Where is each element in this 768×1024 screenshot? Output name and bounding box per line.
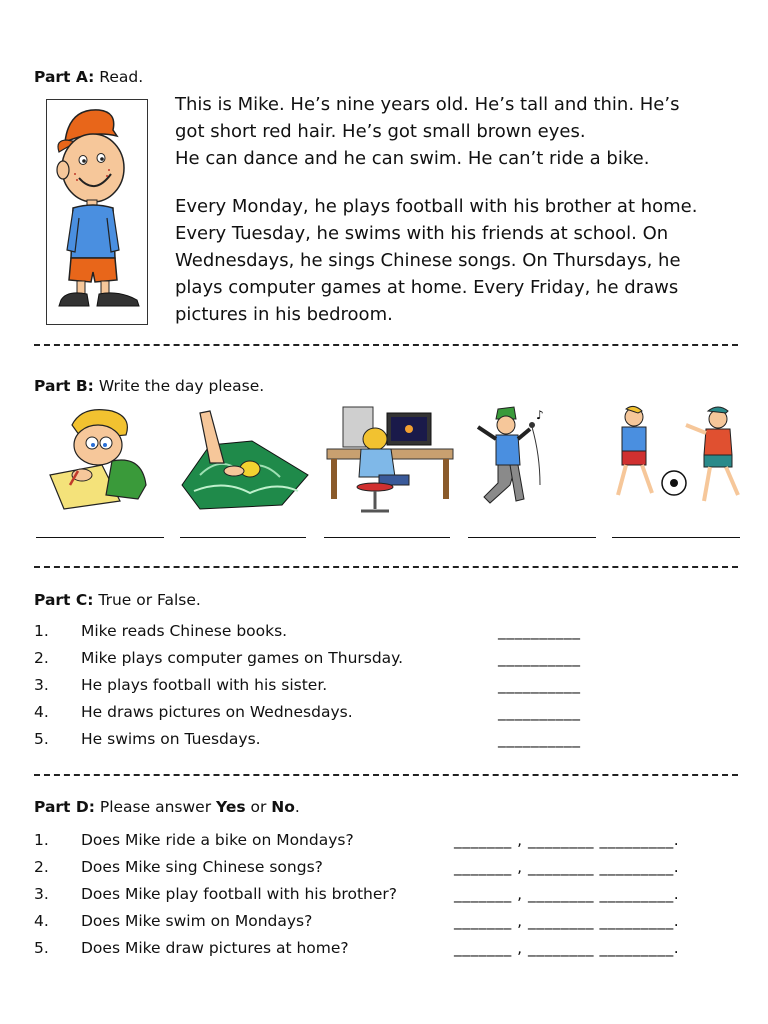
paragraph-line: He can dance and he can swim. He can’t ride a bike. xyxy=(175,148,650,169)
computer-games-picture xyxy=(325,405,455,515)
answer-blank-4[interactable] xyxy=(468,537,596,538)
item-text: He plays football with his sister. xyxy=(81,676,328,694)
true-false-item xyxy=(34,730,734,757)
yes-no-item xyxy=(34,912,734,939)
part-a-label: Part A: xyxy=(34,68,95,86)
section-divider xyxy=(34,774,738,776)
section-divider xyxy=(34,566,738,568)
item-number: 3. xyxy=(34,885,49,903)
answer-blank[interactable]: _______ , ________ _________. xyxy=(454,912,680,930)
answer-blank[interactable]: __________ xyxy=(498,730,581,748)
item-text: Does Mike play football with his brother? xyxy=(81,885,397,903)
mike-picture-frame xyxy=(46,99,148,325)
svg-text:♪: ♪ xyxy=(536,408,544,422)
or-word: or xyxy=(250,798,267,816)
part-d-label: Part D: xyxy=(34,798,95,816)
yes-no-item xyxy=(34,858,734,885)
paragraph-line: This is Mike. He’s nine years old. He’s tall and thin. He’s xyxy=(175,94,680,115)
item-text: Mike plays computer games on Thursday. xyxy=(81,649,404,667)
item-number: 4. xyxy=(34,912,49,930)
part-b-label: Part B: xyxy=(34,377,94,395)
section-divider xyxy=(34,344,738,346)
paragraph-line: plays computer games at home. Every Friday, he draws xyxy=(175,277,679,298)
item-number: 5. xyxy=(34,939,49,957)
yes-no-item xyxy=(34,831,734,858)
yes-word: Yes xyxy=(216,798,246,816)
answer-blank[interactable]: _______ , ________ _________. xyxy=(454,939,680,957)
item-text: He swims on Tuesdays. xyxy=(81,730,261,748)
yes-no-item xyxy=(34,885,734,912)
part-d-instruction: Please answer xyxy=(99,798,212,816)
item-number: 2. xyxy=(34,858,49,876)
item-text: Does Mike ride a bike on Mondays? xyxy=(81,831,354,849)
part-c-heading xyxy=(34,591,201,609)
answer-blank[interactable]: __________ xyxy=(498,703,581,721)
part-a-paragraph-2 xyxy=(175,193,755,328)
mike-illustration xyxy=(47,100,147,323)
item-number: 1. xyxy=(34,622,49,640)
answer-blank-5[interactable] xyxy=(612,537,740,538)
yes-no-item xyxy=(34,939,734,966)
answer-blank[interactable]: _______ , ________ _________. xyxy=(454,885,680,903)
answer-blank[interactable]: _______ , ________ _________. xyxy=(454,858,680,876)
item-number: 2. xyxy=(34,649,49,667)
instruction-period: . xyxy=(294,798,300,816)
item-number: 4. xyxy=(34,703,49,721)
answer-blank-3[interactable] xyxy=(324,537,450,538)
paragraph-line: Every Monday, he plays football with his brother at home. xyxy=(175,196,698,217)
item-number: 5. xyxy=(34,730,49,748)
paragraph-line: Wednesdays, he sings Chinese songs. On Thursdays, he xyxy=(175,250,681,271)
paragraph-line: got short red hair. He’s got small brown eyes. xyxy=(175,121,586,142)
boy-singing-picture xyxy=(470,405,550,515)
true-false-item xyxy=(34,703,734,730)
answer-blank[interactable]: __________ xyxy=(498,622,581,640)
no-word: No xyxy=(271,798,295,816)
part-c-label: Part C: xyxy=(34,591,94,609)
paragraph-line: Every Tuesday, he swims with his friends at school. On xyxy=(175,223,669,244)
item-text: Does Mike sing Chinese songs? xyxy=(81,858,323,876)
item-number: 3. xyxy=(34,676,49,694)
boy-drawing-picture xyxy=(42,405,160,515)
part-b-instruction: Write the day please. xyxy=(98,377,265,395)
paragraph-line: pictures in his bedroom. xyxy=(175,304,393,325)
answer-blank[interactable]: __________ xyxy=(498,649,581,667)
part-d-heading xyxy=(34,798,300,816)
answer-blank-2[interactable] xyxy=(180,537,306,538)
true-false-item xyxy=(34,649,734,676)
true-false-item xyxy=(34,622,734,649)
answer-blank-1[interactable] xyxy=(36,537,164,538)
part-a-instruction: Read. xyxy=(99,68,144,86)
part-a-heading xyxy=(34,68,143,86)
part-c-instruction: True or False. xyxy=(98,591,201,609)
item-text: Does Mike swim on Mondays? xyxy=(81,912,313,930)
answer-blank[interactable]: _______ , ________ _________. xyxy=(454,831,680,849)
item-text: Does Mike draw pictures at home? xyxy=(81,939,349,957)
item-number: 1. xyxy=(34,831,49,849)
boys-football-picture xyxy=(608,405,748,515)
item-text: Mike reads Chinese books. xyxy=(81,622,288,640)
part-b-heading xyxy=(34,377,264,395)
item-text: He draws pictures on Wednesdays. xyxy=(81,703,353,721)
part-a-paragraph-1 xyxy=(175,91,755,172)
true-false-item xyxy=(34,676,734,703)
swimmer-picture xyxy=(180,405,312,515)
answer-blank[interactable]: __________ xyxy=(498,676,581,694)
